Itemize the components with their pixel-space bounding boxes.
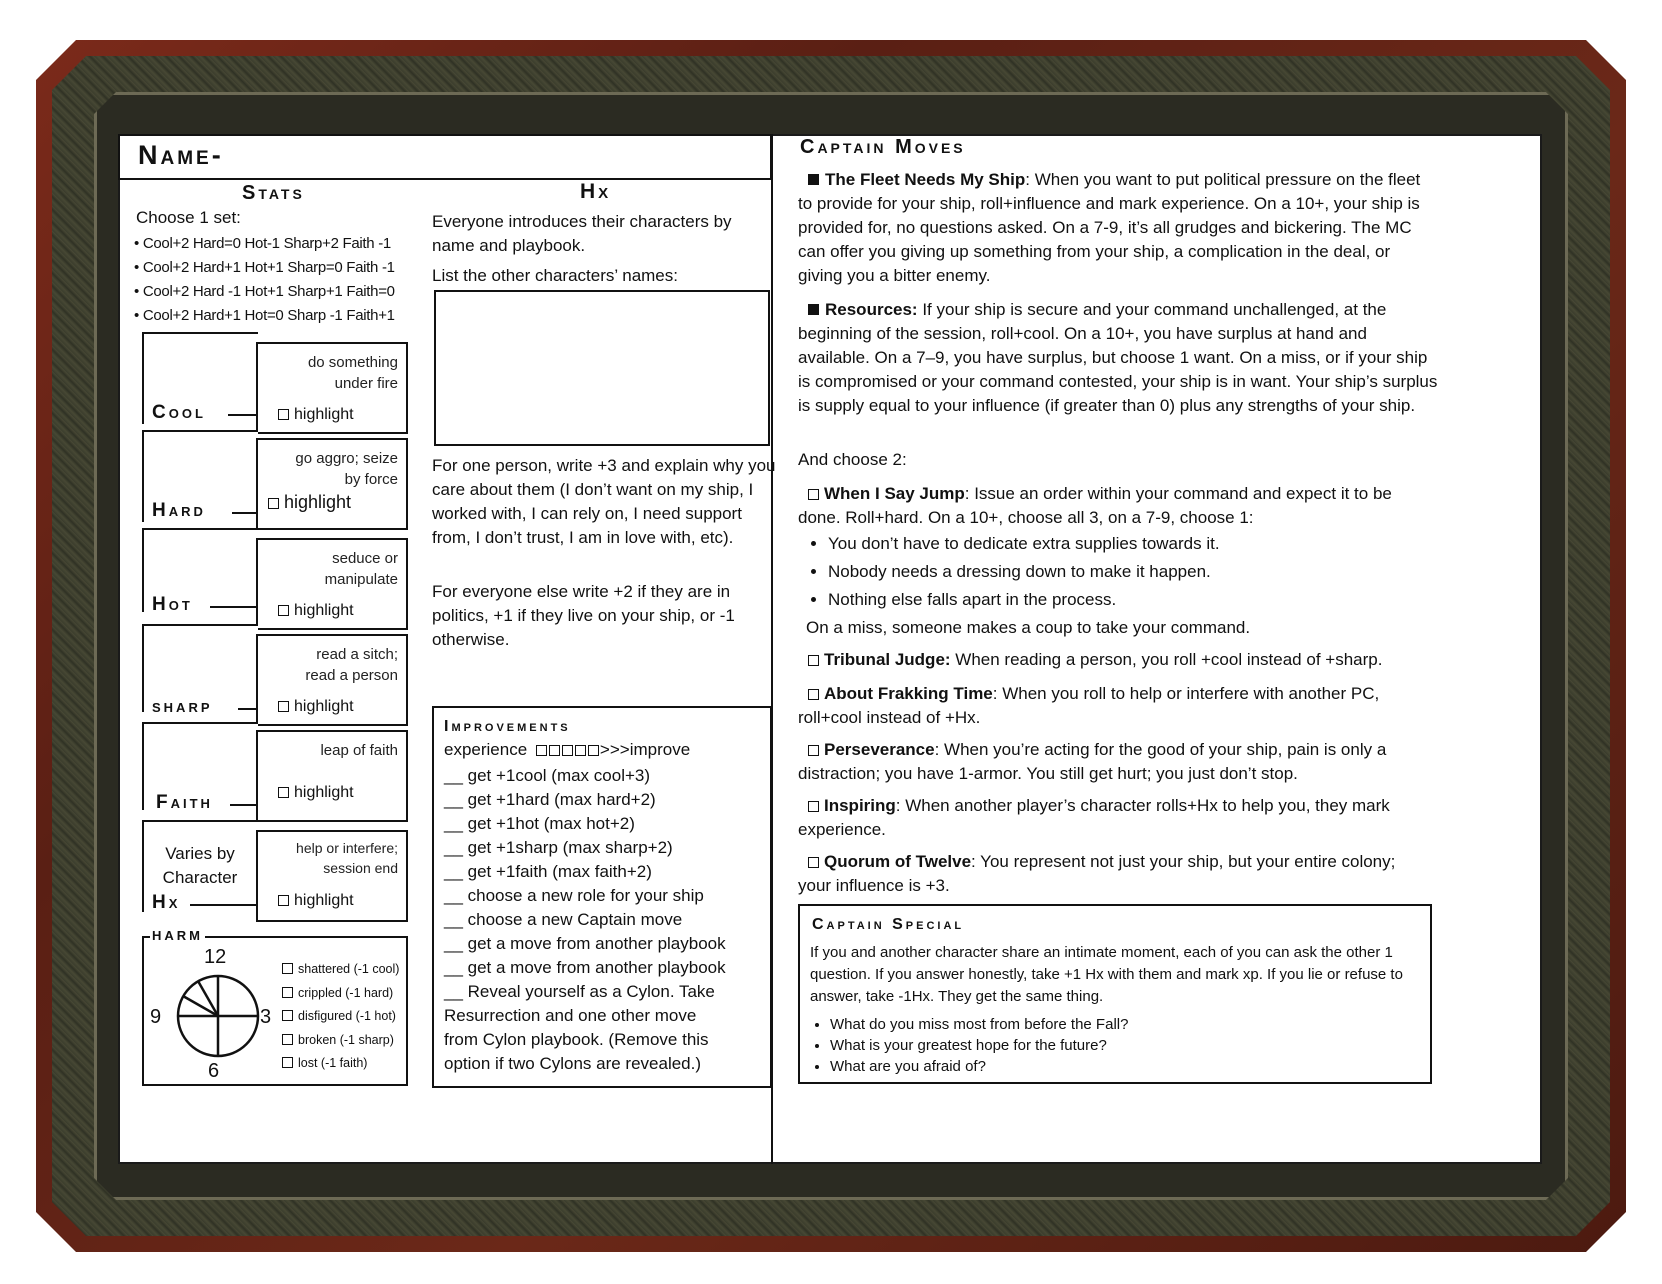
checkbox-icon[interactable]	[282, 987, 293, 998]
improvement-item[interactable]: __ get +1faith (max faith+2)	[444, 862, 652, 881]
move-title: Resources:	[825, 300, 918, 319]
column-divider	[771, 134, 773, 1164]
stat-move-desc: help or interfere;	[296, 840, 398, 856]
clock-label-3: 3	[260, 1006, 272, 1028]
stat-line	[228, 414, 258, 416]
harm-option[interactable]: disfigured (-1 hot)	[282, 1005, 399, 1029]
jump-options-list	[804, 530, 1404, 614]
highlight-checkbox-hard[interactable]: highlight	[268, 492, 351, 513]
harm-options	[282, 958, 399, 1076]
move-quorum-of-twelve[interactable]: Quorum of Twelve: You represent not just your ship, but your entire colony; your influence is +3.	[798, 852, 1396, 895]
list-item: • What are you afraid of?	[830, 1056, 1410, 1077]
stat-label-hot: Hot	[152, 594, 193, 615]
improvements-heading: Improvements	[444, 718, 571, 735]
stat-set-option[interactable]: • Cool+2 Hard+1 Hot=0 Sharp -1 Faith+1	[134, 307, 395, 324]
harm-option[interactable]: crippled (-1 hard)	[282, 982, 399, 1006]
xp-checkbox[interactable]	[575, 745, 586, 756]
harm-option[interactable]: shattered (-1 cool)	[282, 958, 399, 982]
highlight-checkbox-cool[interactable]: highlight	[278, 406, 354, 424]
hx-varies-text: Character	[162, 868, 238, 887]
stat-move-desc: manipulate	[324, 571, 398, 588]
checkbox-icon[interactable]	[808, 489, 819, 500]
list-item: • Nothing else falls apart in the process.	[828, 586, 1404, 614]
stat-move-desc: session end	[323, 860, 398, 876]
stat-move-desc: seduce or	[332, 550, 398, 567]
move-title: The Fleet Needs My Ship	[825, 170, 1026, 189]
checkbox-icon[interactable]	[278, 895, 289, 906]
stats-choose-label: Choose 1 set:	[136, 208, 241, 227]
stat-move-desc: read a sitch;	[316, 646, 398, 663]
checkbox-icon[interactable]	[282, 1010, 293, 1021]
clock-label-9: 9	[150, 1006, 162, 1028]
xp-checkbox[interactable]	[562, 745, 573, 756]
harm-option[interactable]: broken (-1 sharp)	[282, 1029, 399, 1053]
xp-checkbox[interactable]	[549, 745, 560, 756]
stat-label-cool: Cool	[152, 402, 206, 423]
hx-intro: Everyone introduces their characters by name and playbook.	[432, 212, 732, 255]
improvements-box	[432, 706, 772, 1088]
harm-label: harm	[152, 924, 203, 945]
stat-line	[230, 804, 258, 806]
stat-label-hx: Hx	[152, 892, 181, 913]
improvement-item[interactable]: __ get +1cool (max cool+3)	[444, 766, 651, 785]
harm-box	[142, 924, 408, 1086]
stat-move-box-faith	[256, 730, 408, 822]
stat-move-box-sharp	[256, 634, 408, 726]
improvement-item[interactable]: __ get a move from another playbook	[444, 934, 726, 953]
move-title: When I Say Jump	[824, 484, 965, 503]
list-item: • You don’t have to dedicate extra supplies towards it.	[828, 530, 1404, 558]
stat-set-option[interactable]: • Cool+2 Hard=0 Hot-1 Sharp+2 Faith -1	[134, 235, 391, 252]
move-tribunal-judge[interactable]: Tribunal Judge: When reading a person, you roll +cool instead of +sharp.	[798, 648, 1438, 672]
move-about-frakking-time[interactable]: About Frakking Time: When you roll to help or interfere with another PC, roll+cool instead of +Hx.	[798, 684, 1380, 727]
hx-para2: For everyone else write +2 if they are in politics, +1 if they live on your ship, or -1 otherwise.	[432, 582, 735, 649]
improvement-item[interactable]: __ get +1sharp (max sharp+2)	[444, 838, 673, 857]
list-item: • What do you miss most from before the Fall?	[830, 1014, 1410, 1035]
move-title: Quorum of Twelve	[824, 852, 972, 871]
stat-move-desc: under fire	[334, 375, 398, 392]
hx-heading: Hx	[580, 180, 612, 203]
name-field[interactable]	[118, 134, 772, 180]
stat-label-faith: Faith	[156, 792, 213, 813]
jump-miss-text: On a miss, someone makes a coup to take your command.	[806, 618, 1251, 637]
move-perseverance[interactable]: Perseverance: When you’re acting for the good of your ship, pain is only a distraction; you have 1-armor. You still get hurt; you just don’t stop.	[798, 740, 1387, 783]
improvement-item-cylon[interactable]: __ Reveal yourself as a Cylon. Take Resurrection and one other move from Cylon playbook. (Remove this option if two Cylons are revealed.)	[444, 982, 715, 1073]
highlight-checkbox-faith[interactable]: highlight	[278, 784, 354, 802]
checkbox-icon[interactable]	[278, 701, 289, 712]
stat-label-hard: Hard	[152, 500, 206, 521]
special-heading: Captain Special	[812, 916, 965, 933]
filled-square-icon	[808, 304, 819, 315]
stat-move-desc: read a person	[305, 667, 398, 684]
filled-square-icon	[808, 174, 819, 185]
character-sheet	[118, 134, 1542, 1164]
highlight-checkbox-hx[interactable]: highlight	[278, 892, 354, 910]
highlight-checkbox-sharp[interactable]: highlight	[278, 698, 354, 716]
name-label: Name-	[138, 140, 224, 170]
checkbox-icon[interactable]	[268, 498, 279, 509]
checkbox-icon[interactable]	[278, 409, 289, 420]
stat-set-option[interactable]: • Cool+2 Hard+1 Hot+1 Sharp=0 Faith -1	[134, 259, 395, 276]
hx-list-label: List the other characters’ names:	[432, 266, 678, 285]
clock-label-12: 12	[204, 946, 227, 968]
checkbox-icon[interactable]	[282, 963, 293, 974]
stat-move-box-hx	[256, 830, 408, 922]
list-item: • What is your greatest hope for the future?	[830, 1035, 1410, 1056]
hx-para1: For one person, write +3 and explain why you care about them (I don’t want on my ship, I worked with, I can rely on, I need support from, I don’t trust, I am in love with, etc).	[432, 456, 776, 547]
checkbox-icon[interactable]	[278, 605, 289, 616]
improvement-item[interactable]: __ choose a new Captain move	[444, 910, 683, 929]
hx-varies-text: Varies by	[165, 844, 235, 863]
improvement-item[interactable]: __ choose a new role for your ship	[444, 886, 704, 905]
stat-move-box-cool	[256, 342, 408, 434]
checkbox-icon[interactable]	[808, 689, 819, 700]
improvement-item[interactable]: __ get +1hot (max hot+2)	[444, 814, 635, 833]
stat-move-desc: do something	[307, 354, 398, 371]
checkbox-icon[interactable]	[808, 857, 819, 868]
stat-line	[190, 904, 258, 906]
move-inspiring[interactable]: Inspiring: When another player’s character rolls+Hx to help you, they mark experience.	[798, 796, 1390, 839]
special-text: If you and another character share an intimate moment, each of you can ask the other 1 question. If you answer honestly, take +1 Hx with them and mark xp. If you lie or refuse to answer, take -1Hx. They get the same thing.	[810, 944, 1403, 1005]
harm-option[interactable]: lost (-1 faith)	[282, 1052, 399, 1076]
stats-sets	[134, 232, 395, 328]
move-fleet-needs-my-ship: The Fleet Needs My Ship: When you want to put political pressure on the fleet to provide for your ship, roll+influence and mark experience. On a 10+, your ship is provided for, no questions asked. On a 7-9, it’s all grudges and bickering. The MC can offer you giving up something from your ship, a complication in the deal, or giving you a bitter enemy.	[798, 170, 1421, 285]
moves-heading: Captain Moves	[800, 136, 966, 158]
stat-move-desc: leap of faith	[320, 742, 398, 759]
list-item: • Nobody needs a dressing down to make it happen.	[828, 558, 1404, 586]
stat-move-box-hard	[256, 438, 408, 530]
choose-two-label: And choose 2:	[798, 450, 907, 469]
hx-names-input[interactable]	[434, 290, 770, 446]
stat-line	[210, 606, 258, 608]
stats-heading: Stats	[242, 182, 305, 204]
improvement-list	[444, 764, 726, 1076]
stat-label-sharp: sharp	[152, 696, 213, 717]
checkbox-icon[interactable]	[282, 1057, 293, 1068]
stat-line	[238, 708, 258, 710]
improvement-item[interactable]: __ get a move from another playbook	[444, 958, 726, 977]
captain-special-box	[798, 904, 1432, 1084]
special-questions	[810, 1014, 1410, 1077]
xp-checkbox[interactable]	[536, 745, 547, 756]
move-title: Tribunal Judge:	[824, 650, 951, 669]
checkbox-icon[interactable]	[282, 1034, 293, 1045]
checkbox-icon[interactable]	[808, 655, 819, 666]
move-when-i-say-jump[interactable]: When I Say Jump: Issue an order within your command and expect it to be done. Roll+hard. On a 10+, choose all 3, on a 7-9, choose 1:	[798, 484, 1392, 527]
checkbox-icon[interactable]	[808, 745, 819, 756]
stat-line	[232, 512, 258, 514]
stat-move-desc: by force	[344, 471, 398, 488]
xp-checkbox[interactable]	[588, 745, 599, 756]
move-resources: Resources: If your ship is secure and your command unchallenged, at the beginning of the session, roll+cool. On a 10+, you have surplus at hand and available. On a 7–9, you have surplus, but choose 1 want. On a miss, or if your ship is compromised or your command contested, your ship is in want. Your ship’s surplus is supply equal to your influence (if greater than 0) plus any strengths of your ship.	[798, 300, 1438, 415]
checkbox-icon[interactable]	[278, 787, 289, 798]
clock-label-6: 6	[208, 1060, 220, 1082]
stat-move-box-hot	[256, 538, 408, 630]
highlight-checkbox-hot[interactable]: highlight	[278, 602, 354, 620]
stat-move-desc: go aggro; seize	[295, 450, 398, 467]
experience-track: experience >>>improve	[444, 740, 691, 759]
stat-set-option[interactable]: • Cool+2 Hard -1 Hot+1 Sharp+1 Faith=0	[134, 283, 395, 300]
move-title: Perseverance	[824, 740, 935, 759]
move-title: About Frakking Time	[824, 684, 993, 703]
improvement-item[interactable]: __ get +1hard (max hard+2)	[444, 790, 656, 809]
checkbox-icon[interactable]	[808, 801, 819, 812]
move-title: Inspiring	[824, 796, 896, 815]
